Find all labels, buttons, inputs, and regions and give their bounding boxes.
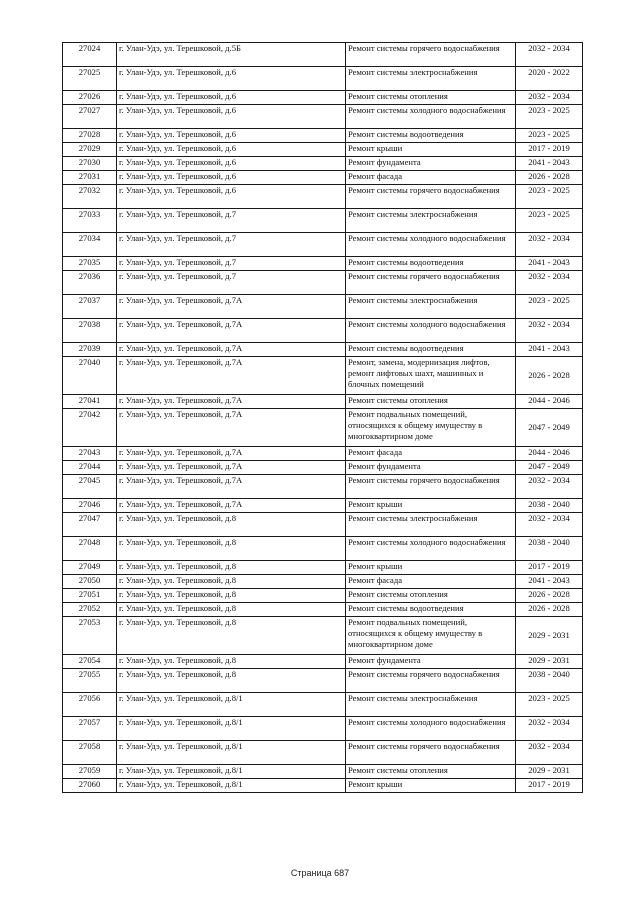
period-cell: 2029 - 2031 [516, 765, 583, 779]
address-cell: г. Улан-Удэ, ул. Терешковой, д.7А [117, 475, 346, 499]
row-number: 27034 [63, 233, 117, 257]
address-cell: г. Улан-Удэ, ул. Терешковой, д.8/1 [117, 693, 346, 717]
table-row [63, 461, 583, 475]
period-cell: 2047 - 2049 [516, 461, 583, 475]
period-cell: 2041 - 2043 [516, 157, 583, 171]
address-cell: г. Улан-Удэ, ул. Терешковой, д.6 [117, 171, 346, 185]
work-type-cell: Ремонт системы электроснабжения [346, 513, 516, 537]
table-row [63, 171, 583, 185]
period-cell: 2032 - 2034 [516, 91, 583, 105]
row-number: 27057 [63, 717, 117, 741]
work-type-cell: Ремонт крыши [346, 143, 516, 157]
row-number: 27031 [63, 171, 117, 185]
address-cell: г. Улан-Удэ, ул. Терешковой, д.6 [117, 105, 346, 129]
work-type-cell: Ремонт крыши [346, 561, 516, 575]
work-type-cell: Ремонт фундамента [346, 157, 516, 171]
address-cell: г. Улан-Удэ, ул. Терешковой, д.8 [117, 669, 346, 693]
period-cell: 2020 - 2022 [516, 67, 583, 91]
address-cell: г. Улан-Удэ, ул. Терешковой, д.8 [117, 617, 346, 655]
work-type-cell: Ремонт крыши [346, 779, 516, 793]
row-number: 27042 [63, 409, 117, 447]
table-row [63, 717, 583, 741]
work-type-cell: Ремонт фасада [346, 575, 516, 589]
work-type-cell: Ремонт системы горячего водоснабжения [346, 185, 516, 209]
row-number: 27038 [63, 319, 117, 343]
row-number: 27051 [63, 589, 117, 603]
work-type-cell: Ремонт системы электроснабжения [346, 295, 516, 319]
period-cell: 2029 - 2031 [516, 655, 583, 669]
table-body [63, 43, 583, 793]
address-cell: г. Улан-Удэ, ул. Терешковой, д.8 [117, 537, 346, 561]
period-cell: 2032 - 2034 [516, 741, 583, 765]
table-row [63, 499, 583, 513]
address-cell: г. Улан-Удэ, ул. Терешковой, д.6 [117, 91, 346, 105]
row-number: 27028 [63, 129, 117, 143]
work-type-cell: Ремонт системы холодного водоснабжения [346, 233, 516, 257]
period-cell: 2032 - 2034 [516, 717, 583, 741]
row-number: 27040 [63, 357, 117, 395]
row-number: 27054 [63, 655, 117, 669]
table-row [63, 233, 583, 257]
period-cell: 2023 - 2025 [516, 105, 583, 129]
work-type-cell: Ремонт системы отопления [346, 589, 516, 603]
period-cell: 2047 - 2049 [516, 409, 583, 447]
work-type-cell: Ремонт системы горячего водоснабжения [346, 741, 516, 765]
table-row [63, 447, 583, 461]
address-cell: г. Улан-Удэ, ул. Терешковой, д.7А [117, 343, 346, 357]
work-type-cell: Ремонт системы водоотведения [346, 343, 516, 357]
work-type-cell: Ремонт системы электроснабжения [346, 67, 516, 91]
period-cell: 2032 - 2034 [516, 319, 583, 343]
row-number: 27036 [63, 271, 117, 295]
period-cell: 2026 - 2028 [516, 589, 583, 603]
table-row [63, 43, 583, 67]
address-cell: г. Улан-Удэ, ул. Терешковой, д.8/1 [117, 779, 346, 793]
work-type-cell: Ремонт подвальных помещений, относящихся к общему имуществу в многоквартирном доме [346, 617, 516, 655]
address-cell: г. Улан-Удэ, ул. Терешковой, д.8/1 [117, 765, 346, 779]
table-row [63, 537, 583, 561]
address-cell: г. Улан-Удэ, ул. Терешковой, д.8 [117, 655, 346, 669]
table-row [63, 67, 583, 91]
address-cell: г. Улан-Удэ, ул. Терешковой, д.8 [117, 575, 346, 589]
address-cell: г. Улан-Удэ, ул. Терешковой, д.7А [117, 499, 346, 513]
row-number: 27033 [63, 209, 117, 233]
row-number: 27039 [63, 343, 117, 357]
address-cell: г. Улан-Удэ, ул. Терешковой, д.6 [117, 185, 346, 209]
work-type-cell: Ремонт системы водоотведения [346, 257, 516, 271]
work-type-cell: Ремонт системы горячего водоснабжения [346, 475, 516, 499]
table-row [63, 561, 583, 575]
table-row [63, 271, 583, 295]
row-number: 27058 [63, 741, 117, 765]
row-number: 27025 [63, 67, 117, 91]
period-cell: 2026 - 2028 [516, 357, 583, 395]
table-row [63, 475, 583, 499]
period-cell: 2023 - 2025 [516, 295, 583, 319]
row-number: 27055 [63, 669, 117, 693]
address-cell: г. Улан-Удэ, ул. Терешковой, д.7А [117, 461, 346, 475]
work-type-cell: Ремонт системы водоотведения [346, 129, 516, 143]
work-type-cell: Ремонт фундамента [346, 461, 516, 475]
row-number: 27044 [63, 461, 117, 475]
table-row [63, 409, 583, 447]
row-number: 27045 [63, 475, 117, 499]
row-number: 27053 [63, 617, 117, 655]
address-cell: г. Улан-Удэ, ул. Терешковой, д.8/1 [117, 741, 346, 765]
work-type-cell: Ремонт фасада [346, 171, 516, 185]
period-cell: 2026 - 2028 [516, 171, 583, 185]
period-cell: 2041 - 2043 [516, 575, 583, 589]
table-row [63, 669, 583, 693]
period-cell: 2038 - 2040 [516, 669, 583, 693]
period-cell: 2041 - 2043 [516, 343, 583, 357]
work-type-cell: Ремонт крыши [346, 499, 516, 513]
row-number: 27056 [63, 693, 117, 717]
row-number: 27026 [63, 91, 117, 105]
table-row [63, 765, 583, 779]
work-type-cell: Ремонт системы холодного водоснабжения [346, 319, 516, 343]
address-cell: г. Улан-Удэ, ул. Терешковой, д.7А [117, 447, 346, 461]
table-row [63, 91, 583, 105]
work-type-cell: Ремонт подвальных помещений, относящихся к общему имуществу в многоквартирном доме [346, 409, 516, 447]
address-cell: г. Улан-Удэ, ул. Терешковой, д.7 [117, 209, 346, 233]
period-cell: 2017 - 2019 [516, 779, 583, 793]
work-type-cell: Ремонт системы горячего водоснабжения [346, 271, 516, 295]
row-number: 27024 [63, 43, 117, 67]
address-cell: г. Улан-Удэ, ул. Терешковой, д.6 [117, 157, 346, 171]
table-row [63, 143, 583, 157]
work-type-cell: Ремонт системы электроснабжения [346, 693, 516, 717]
address-cell: г. Улан-Удэ, ул. Терешковой, д.8 [117, 561, 346, 575]
address-cell: г. Улан-Удэ, ул. Терешковой, д.7 [117, 257, 346, 271]
row-number: 27049 [63, 561, 117, 575]
table-row [63, 343, 583, 357]
table-row [63, 105, 583, 129]
address-cell: г. Улан-Удэ, ул. Терешковой, д.7А [117, 357, 346, 395]
table-row [63, 319, 583, 343]
row-number: 27037 [63, 295, 117, 319]
address-cell: г. Улан-Удэ, ул. Терешковой, д.6 [117, 67, 346, 91]
period-cell: 2029 - 2031 [516, 617, 583, 655]
work-type-cell: Ремонт фасада [346, 447, 516, 461]
address-cell: г. Улан-Удэ, ул. Терешковой, д.7А [117, 409, 346, 447]
work-type-cell: Ремонт системы отопления [346, 91, 516, 105]
table-row [63, 575, 583, 589]
work-type-cell: Ремонт системы отопления [346, 395, 516, 409]
period-cell: 2023 - 2025 [516, 693, 583, 717]
work-type-cell: Ремонт системы водоотведения [346, 603, 516, 617]
period-cell: 2044 - 2046 [516, 447, 583, 461]
row-number: 27027 [63, 105, 117, 129]
row-number: 27047 [63, 513, 117, 537]
period-cell: 2044 - 2046 [516, 395, 583, 409]
work-type-cell: Ремонт системы холодного водоснабжения [346, 105, 516, 129]
period-cell: 2032 - 2034 [516, 271, 583, 295]
period-cell: 2017 - 2019 [516, 561, 583, 575]
table-row [63, 617, 583, 655]
table-row [63, 185, 583, 209]
row-number: 27050 [63, 575, 117, 589]
row-number: 27043 [63, 447, 117, 461]
period-cell: 2023 - 2025 [516, 129, 583, 143]
period-cell: 2038 - 2040 [516, 499, 583, 513]
table-row [63, 295, 583, 319]
table-row [63, 129, 583, 143]
row-number: 27048 [63, 537, 117, 561]
period-cell: 2032 - 2034 [516, 513, 583, 537]
row-number: 27052 [63, 603, 117, 617]
work-type-cell: Ремонт, замена, модернизация лифтов, ремонт лифтовых шахт, машинных и блочных помещений [346, 357, 516, 395]
address-cell: г. Улан-Удэ, ул. Терешковой, д.6 [117, 143, 346, 157]
address-cell: г. Улан-Удэ, ул. Терешковой, д.8 [117, 513, 346, 537]
table-row [63, 693, 583, 717]
address-cell: г. Улан-Удэ, ул. Терешковой, д.8/1 [117, 717, 346, 741]
period-cell: 2017 - 2019 [516, 143, 583, 157]
period-cell: 2026 - 2028 [516, 603, 583, 617]
address-cell: г. Улан-Удэ, ул. Терешковой, д.7А [117, 395, 346, 409]
table-row [63, 603, 583, 617]
work-type-cell: Ремонт фундамента [346, 655, 516, 669]
work-type-cell: Ремонт системы холодного водоснабжения [346, 537, 516, 561]
period-cell: 2032 - 2034 [516, 233, 583, 257]
work-type-cell: Ремонт системы холодного водоснабжения [346, 717, 516, 741]
table-row [63, 589, 583, 603]
table-row [63, 257, 583, 271]
table-row [63, 209, 583, 233]
address-cell: г. Улан-Удэ, ул. Терешковой, д.8 [117, 589, 346, 603]
row-number: 27032 [63, 185, 117, 209]
address-cell: г. Улан-Удэ, ул. Терешковой, д.5Б [117, 43, 346, 67]
table-row [63, 357, 583, 395]
row-number: 27035 [63, 257, 117, 271]
period-cell: 2041 - 2043 [516, 257, 583, 271]
period-cell: 2023 - 2025 [516, 209, 583, 233]
row-number: 27059 [63, 765, 117, 779]
table-row [63, 157, 583, 171]
table-row [63, 655, 583, 669]
table-row [63, 741, 583, 765]
period-cell: 2032 - 2034 [516, 43, 583, 67]
capital-repair-table [62, 42, 583, 793]
period-cell: 2038 - 2040 [516, 537, 583, 561]
row-number: 27030 [63, 157, 117, 171]
row-number: 27041 [63, 395, 117, 409]
address-cell: г. Улан-Удэ, ул. Терешковой, д.7 [117, 233, 346, 257]
work-type-cell: Ремонт системы электроснабжения [346, 209, 516, 233]
address-cell: г. Улан-Удэ, ул. Терешковой, д.8 [117, 603, 346, 617]
page-number: Страница 687 [290, 868, 350, 878]
period-cell: 2023 - 2025 [516, 185, 583, 209]
table-row [63, 513, 583, 537]
address-cell: г. Улан-Удэ, ул. Терешковой, д.7 [117, 271, 346, 295]
address-cell: г. Улан-Удэ, ул. Терешковой, д.7А [117, 295, 346, 319]
work-type-cell: Ремонт системы горячего водоснабжения [346, 669, 516, 693]
table-row [63, 779, 583, 793]
table-row [63, 395, 583, 409]
work-type-cell: Ремонт системы горячего водоснабжения [346, 43, 516, 67]
row-number: 27029 [63, 143, 117, 157]
work-type-cell: Ремонт системы отопления [346, 765, 516, 779]
address-cell: г. Улан-Удэ, ул. Терешковой, д.7А [117, 319, 346, 343]
address-cell: г. Улан-Удэ, ул. Терешковой, д.6 [117, 129, 346, 143]
row-number: 27046 [63, 499, 117, 513]
period-cell: 2032 - 2034 [516, 475, 583, 499]
row-number: 27060 [63, 779, 117, 793]
